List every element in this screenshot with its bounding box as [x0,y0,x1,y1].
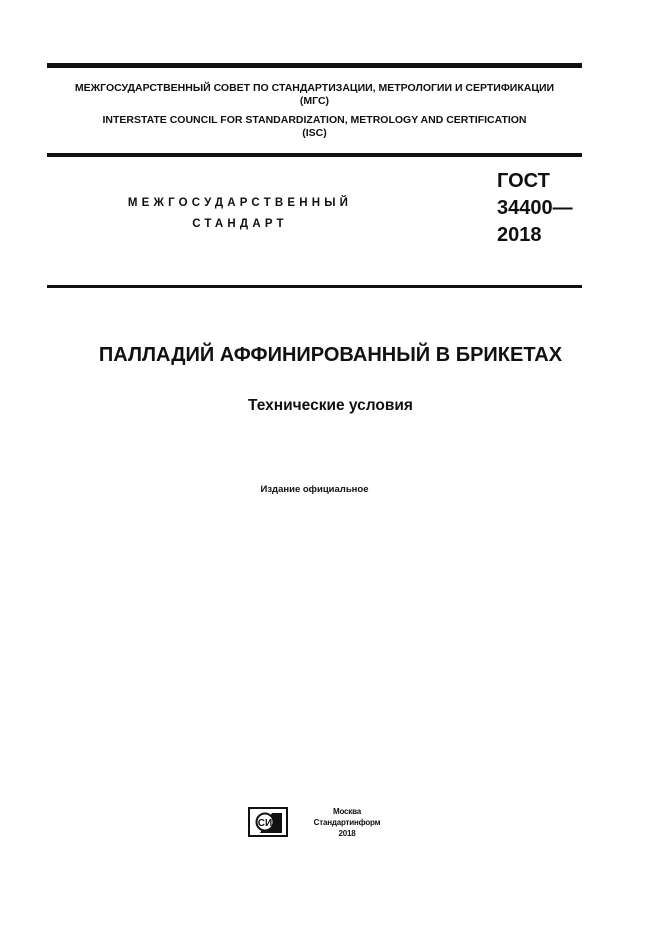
top-rule [47,63,582,68]
standartinform-logo-icon [248,807,288,837]
council-name-ru: МЕЖГОСУДАРСТВЕННЫЙ СОВЕТ ПО СТАНДАРТИЗАЦИИ, МЕТРОЛОГИИ И СЕРТИФИКАЦИИ (МГС) [74,82,555,107]
document-subtitle: Технические условия [248,397,413,414]
publisher-year: 2018 [338,829,356,838]
publisher-name: Стандартинформ [313,818,381,827]
standard-type-label [100,193,380,235]
publisher-info [306,806,388,839]
gost-year: 2018 [497,224,542,246]
council-name-en: INTERSTATE COUNCIL FOR STANDARDIZATION, METROLOGY AND CERTIFICATION (ISC) [102,114,527,139]
gost-label: ГОСТ [497,170,550,192]
gost-number: 34400— [497,197,573,219]
logo-lettering: СИ [257,818,273,829]
standard-label-line1: МЕЖГОСУДАРСТВЕННЫЙ [127,197,353,209]
document-title: ПАЛЛАДИЙ АФФИНИРОВАННЫЙ В БРИКЕТАХ [98,344,563,366]
bottom-rule [47,285,582,288]
publisher-city: Москва [333,807,361,816]
gost-designation [497,168,573,249]
standard-label-line2: СТАНДАРТ [192,218,288,230]
edition-note: Издание официальное [260,484,369,495]
middle-rule [47,153,582,157]
